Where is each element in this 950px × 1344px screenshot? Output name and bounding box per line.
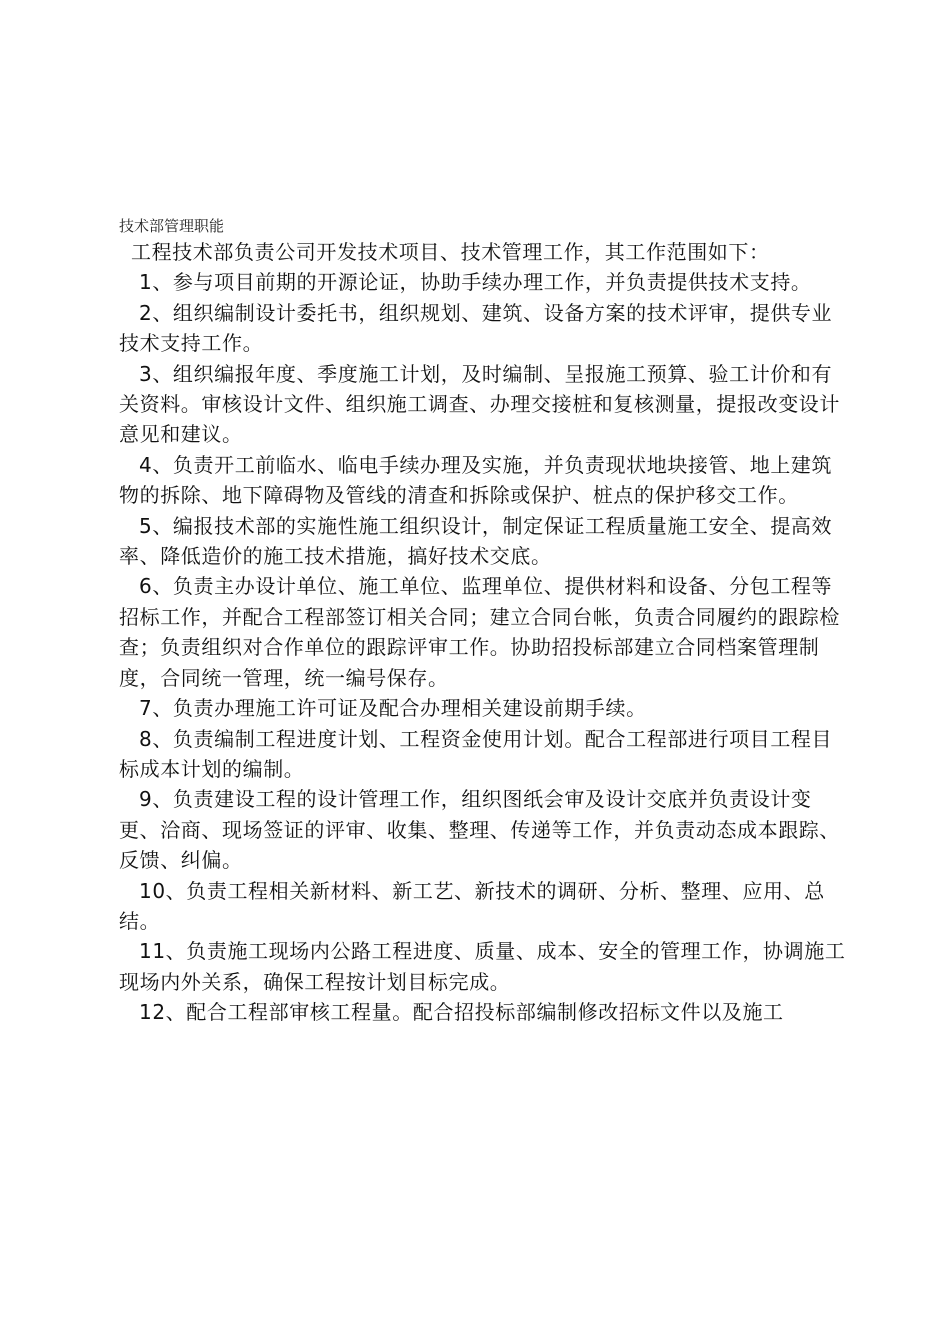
list-item: 10、负责工程相关新材料、新工艺、新技术的调研、分析、整理、应用、总结。 bbox=[119, 878, 825, 933]
list-item: 12、配合工程部审核工程量。配合招投标部编制修改招标文件以及施工 bbox=[139, 1000, 784, 1025]
document-title: 技术部管理职能 bbox=[119, 217, 225, 235]
list-item: 4、负责开工前临水、临电手续办理及实施，并负责现状地块接管、地上建筑物的拆除、地下障碍物及管线的清查和拆除或保护、桩点的保护移交工作。 bbox=[119, 452, 833, 508]
list-item: 7、负责办理施工许可证及配合办理相关建设前期手续。 bbox=[139, 696, 647, 721]
intro-paragraph: 工程技术部负责公司开发技术项目、技术管理工作，其工作范围如下： bbox=[131, 240, 770, 264]
document-body bbox=[119, 237, 849, 1028]
list-item: 3、组织编报年度、季度施工计划，及时编制、呈报施工预算、验工计价和有关资料。审核设计文件、组织施工调查、办理交接桩和复核测量，提报改变设计意见和建议。 bbox=[119, 361, 840, 447]
list-item: 2、组织编制设计委托书，组织规划、建筑、设备方案的技术评审，提供专业技术支持工作。 bbox=[119, 300, 833, 356]
list-item: 5、编报技术部的实施性施工组织设计，制定保证工程质量施工安全、提高效率、降低造价的施工技术措施，搞好技术交底。 bbox=[119, 513, 833, 569]
list-item: 1、参与项目前期的开源论证，协助手续办理工作，并负责提供技术支持。 bbox=[139, 270, 812, 295]
list-item: 9、负责建设工程的设计管理工作，组织图纸会审及设计交底并负责设计变更、洽商、现场签证的评审、收集、整理、传递等工作，并负责动态成本跟踪、反馈、纠偏。 bbox=[119, 787, 840, 873]
list-item: 6、负责主办设计单位、施工单位、监理单位、提供材料和设备、分包工程等招标工作，并配合工程部签订相关合同；建立合同台帐，负责合同履约的跟踪检查；负责组织对合作单位的跟踪评审工作。协助招投标部建立合同档案管理制度，合同统一管理，统一编号保存。 bbox=[119, 574, 840, 690]
list-item: 8、负责编制工程进度计划、工程资金使用计划。配合工程部进行项目工程目标成本计划的编制。 bbox=[119, 726, 833, 781]
list-item: 11、负责施工现场内公路工程进度、质量、成本、安全的管理工作，协调施工现场内外关系，确保工程按计划目标完成。 bbox=[119, 939, 846, 994]
